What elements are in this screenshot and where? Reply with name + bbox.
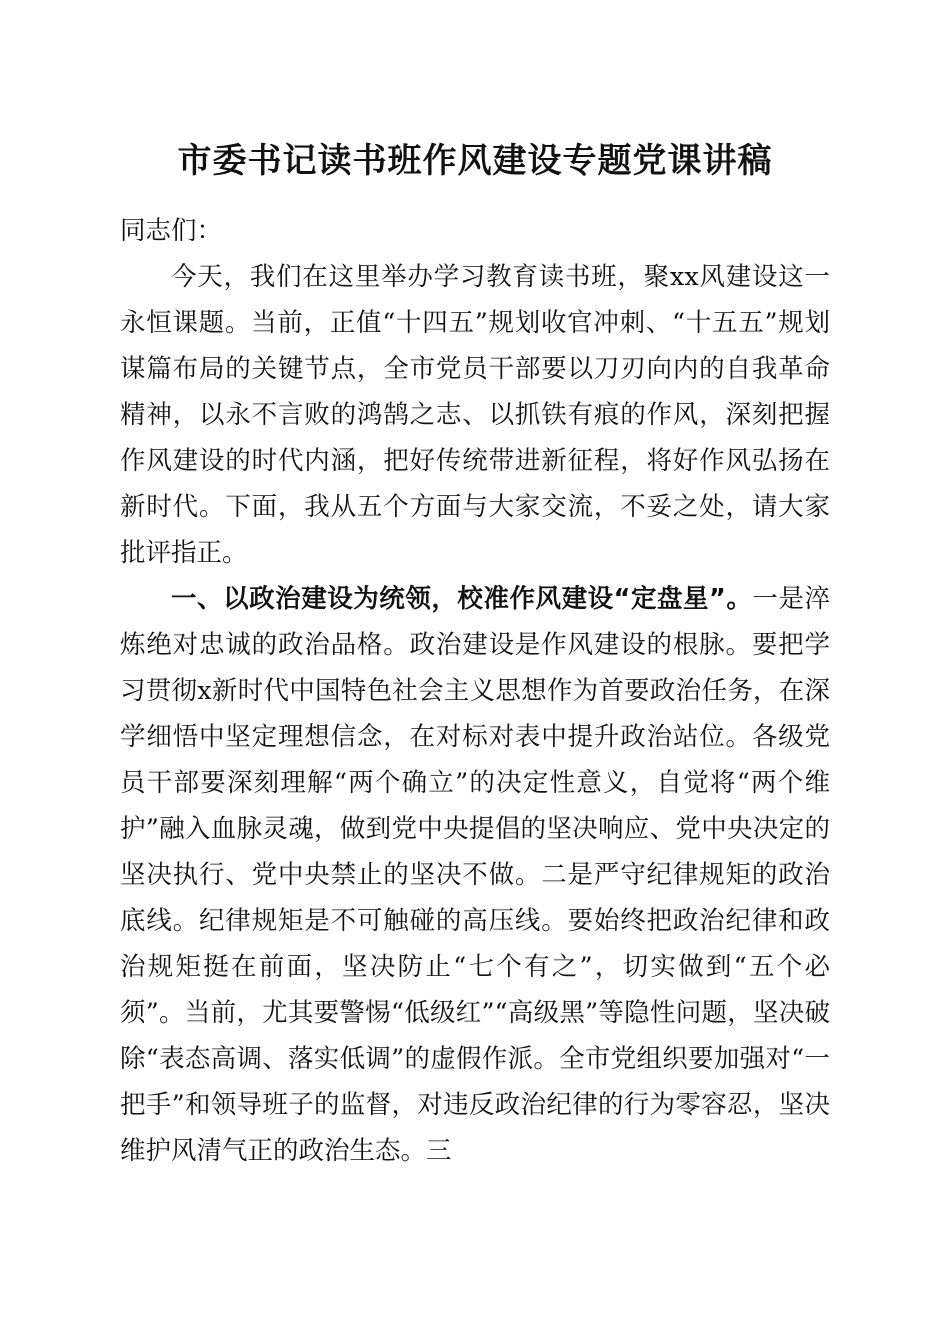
section-1-heading: 一、以政治建设为统领，校准作风建设“定盘星”。 (171, 584, 753, 614)
document-body (120, 208, 830, 1174)
section-1-body: 一是淬炼绝对忠诚的政治品格。政治建设是作风建设的根脉。要把学习贯彻x新时代中国特色社会主义思想作为首要政治任务，在深学细悟中坚定理想信念，在对标对表中提升政治站位。各级党员干部要深刻理解“两个确立”的决定性意义，自觉将“两个维护”融入血脉灵魂，做到党中央提倡的坚决响应、党中央决定的坚决执行、党中央禁止的坚决不做。二是严守纪律规矩的政治底线。纪律规矩是不可触碰的高压线。要始终把政治纪律和政治规矩挺在前面，坚决防止“七个有之”，切实做到“五个必须”。当前，尤其要警惕“低级红”“高级黑”等隐性问题，坚决破除“表态高调、落实低调”的虚假作派。全市党组织要加强对“一把手”和领导班子的监督，对违反政治纪律的行为零容忍，坚决维护风清气正的政治生态。三 (120, 584, 830, 1166)
salutation: 同志们： (120, 216, 223, 246)
document-title: 市委书记读书班作风建设专题党课讲稿 (177, 141, 773, 181)
intro-paragraph: 今天，我们在这里举办学习教育读书班，聚xx风建设这一永恒课题。当前，正值“十四五”规划收官冲刺、“十五五”规划谋篇布局的关键节点，全市党员干部要以刀刃向内的自我革命精神，以永不言败的鸿鹄之志、以抓铁有痕的作风，深刻把握作风建设的时代内涵，把好传统带进新征程，将好作风弘扬在新时代。下面，我从五个方面与大家交流，不妥之处，请大家批评指正。 (120, 262, 830, 568)
section-1-paragraph (120, 576, 830, 1174)
